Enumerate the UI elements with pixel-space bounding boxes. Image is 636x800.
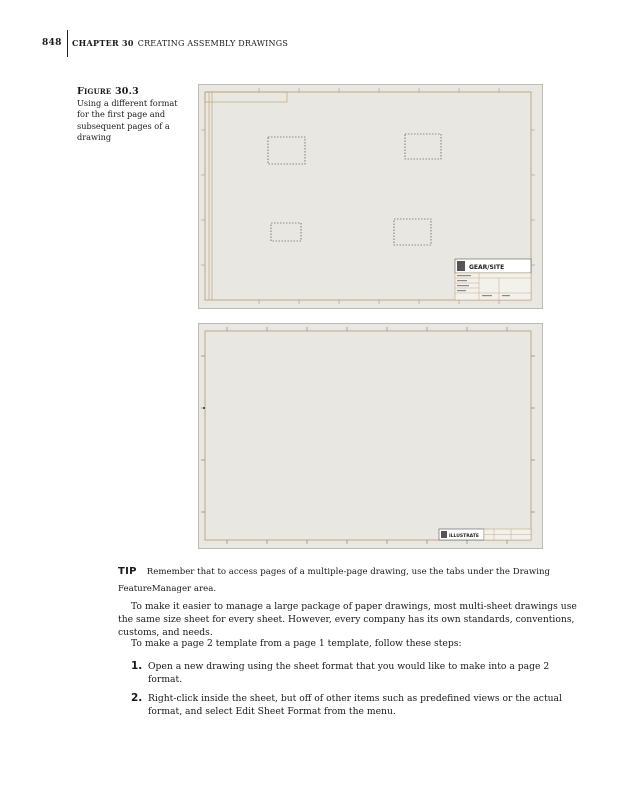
figure-caption-text: Using a different format for the first page and subsequent pages of a drawing <box>77 98 178 142</box>
view-placeholder <box>394 219 431 245</box>
chapter-title: CREATING ASSEMBLY DRAWINGS <box>137 39 288 48</box>
company-logo-icon <box>457 261 465 271</box>
list-item <box>131 692 586 719</box>
logo-text-small: ILLUSTRATE <box>449 534 479 539</box>
tip-label: TIP <box>118 566 137 577</box>
view-placeholder <box>271 223 301 241</box>
body-paragraph: To make a page 2 template from a page 1 template, follow these steps: <box>131 638 462 649</box>
steps-list <box>131 660 586 724</box>
company-logo-icon <box>441 531 447 538</box>
sheet1-title-block <box>455 259 531 300</box>
sheet2-border <box>205 331 531 540</box>
drawing-sheet-page2 <box>198 323 543 549</box>
header-divider <box>67 30 68 57</box>
figure-caption <box>77 86 187 143</box>
sheet1-revision-block <box>205 92 287 102</box>
sheet2-title-block <box>439 529 531 540</box>
chapter-label: CHAPTER 30 <box>72 38 134 48</box>
drawing-sheet-page1 <box>198 84 543 309</box>
view-placeholder <box>268 137 305 164</box>
step-number: 1. <box>131 660 143 672</box>
tip-text: Remember that to access pages of a multiple-page drawing, use the tabs under the Drawing FeatureManager area. <box>118 567 550 594</box>
running-header <box>42 30 62 56</box>
body-paragraph: To make it easier to manage a large package of paper drawings, most multi-sheet drawings use the same size sheet for every sheet. However, every company has its own standards, conventions, customs, and needs. <box>118 601 577 639</box>
sheet1-drawing <box>199 85 542 308</box>
view-placeholder <box>405 134 441 159</box>
step-text: Open a new drawing using the sheet format that you would like to make into a page 2 format. <box>148 661 550 686</box>
chapter-heading <box>72 38 288 48</box>
tip-box <box>118 563 558 598</box>
logo-text: GEAR/SITE <box>469 264 505 271</box>
list-item <box>131 660 586 687</box>
figure-label: Figure 30.3 <box>77 86 139 97</box>
page-number: 848 <box>42 38 62 48</box>
sheet2-drawing <box>199 324 542 548</box>
step-number: 2. <box>131 691 143 704</box>
step-text: Right-click inside the sheet, but off of other items such as predefined views or the actual format, and select Edit Sheet Format from the menu. <box>148 692 562 718</box>
